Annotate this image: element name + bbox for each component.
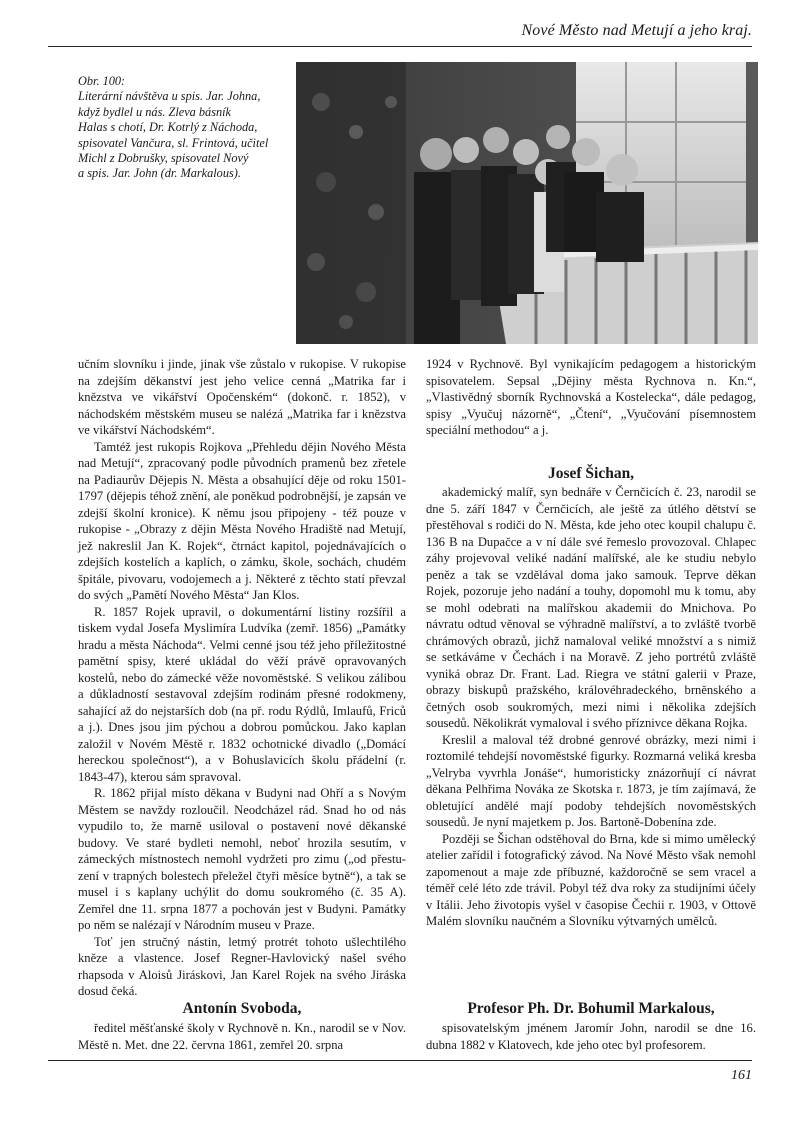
section-title-markalous: Profesor Ph. Dr. Bohumil Markalous, xyxy=(467,1000,715,1017)
section-title-svoboda: Antonín Svoboda, xyxy=(182,1000,302,1017)
paragraph: Tamtéž jest rukopis Rojkova „Přehledu dějin Nového Města nad Metují“, zpracovaný podle původních pramenů bez zřetele na Padiaurův Dějepis N. Města a obsahující děje od roku 1501-1797 (dějepis téhož znění, ale poněkud podrobnější, je zapsán ve zdejší školní kronice). K němu jsou připojeny - též pouze v rukopise - „Obrazy z dějin Města Nového Hradiště nad Metují, jež nakreslil Jan K. Rojek“, čtrnáct kapitol, pojednávajících o zdejších kostelích a kaplích, o zámku, škole, sochách, chudém špitále, pivovaru, vodojemech a j. Některé z těchto statí převzal do svých „Pamětí Nového Města“ Jan Klos. xyxy=(78,439,406,602)
caption-line: spisovatel Vančura, sl. Frintová, učitel xyxy=(78,135,269,150)
paragraph: učním slovníku i jinde, jinak vše zůstalo v rukopise. V rukopise na zdejším děkanství jest jeho velice cenná „Matrika far i knězstva ve vikářství Opočenském“ (dokonč. r. 1852), v náchodském městském museu se nalézá „Matrika far i knězstva ve vikářství Náchodském“. xyxy=(78,357,406,437)
caption-line: když bydlel u nás. Zleva básník xyxy=(78,104,231,119)
section-title-sichan: Josef Šichan, xyxy=(547,465,635,482)
paragraph: ředitel měšťanské školy v Rychnově n. Kn., narodil se v Nov. Městě n. Met. dne 22. června 1861, zemřel 20. srpna xyxy=(78,1021,406,1052)
footer-rule xyxy=(48,1060,752,1061)
stone-wall xyxy=(296,62,406,344)
caption-line: Obr. 100: xyxy=(78,74,126,88)
right-text-column xyxy=(426,356,756,439)
paragraph: Později se Šichan odstěhoval do Brna, kde si mimo umělecký atelier zařídil i fotografický závod. Na Nové Město však nemohl zapomenout a maje zde příbuzné, každoročně se sem vracel a téměř celé léto zde trávil. Pobyl též dva roky za studijními účely v Itálii. Jeho životopis vyšel v časopise Čechii r. 1903, v Ottově Malém slovníku naučném a Slovníku výtvarných umělců. xyxy=(426,831,756,928)
caption-line: a spis. Jar. John (dr. Markalous). xyxy=(78,166,241,181)
header-rule xyxy=(48,46,752,47)
paragraph: R. 1857 Rojek upravil, o dokumentární listiny rozšířil a tiskem vydal Josefa Myslimíra Ludvíka (zemř. 1856) „Památky hradu a města Náchoda“. Velmi cenné jsou též jeho příležitostné pamětní spisy, které ukládal do věží právě opravovaných kostelů, nebo do zámecké věže novoměstské. S velikou zálibou a důkladností sestavoval zdejším rodinám přesné rodokmeny, sahající až do nejstarších dob (na př. rodu Rýdlů, Imlaufů, Friců a j.). Dnes jsou jim pýchou a dobrou pomůckou. Jako kaplan založil v Novém Městě r. 1832 ochotnické divadlo („Domácí hereckou společnost“), a v Bohuslavicích školu přádelní (r. 1843-47), kterou sám spravoval. xyxy=(78,604,406,784)
page-header xyxy=(0,0,800,40)
caption-line: Michl z Dobrušky, spisovatel Nový xyxy=(78,151,249,166)
paragraph: Toť jen stručný nástin, letmý protrét tohoto ušlechtilého kněze a vlastence. Josef Regner-Havlovický našel svého rhapsoda v Aloisů Jiráskovi, Jan Karel Rojek na svého Jiráska dosud čeká. xyxy=(78,934,406,998)
sichan-biography xyxy=(426,484,756,930)
paragraph: akademický malíř, syn bednáře v Černčicích č. 23, narodil se dne 5. září 1847 v Černčicích, ale ještě za útlého dětství se přestěhoval s rodiči do N. Města, kde jeho otec koupil chalupu č. 136 B na Dupačce a v ní dále své řemeslo provozoval. Chlapec záhy projevoval veliké nadání malířské, ale ke studiu nebylo peněz a tak se vzdělával doma jako samouk. Teprve děkan Rojek, pozoruje jeho nadání a touhy, dopomohl mu k tomu, aby se mohl odebrati na malířskou akademii do Mnichova. Po návratu odtud věnoval se výhradně malířství, a to zvláště tvorbě chrámových obrazů, jichž namaloval veliké množství a s nimiž se setkáváme v Čechách i na Moravě. Z jeho portrétů zvláště vyniká obraz Dr. Frant. Lad. Riegra ve státní galerii v Praze, obrazy biskupů pražského, královéhradeckého, brněnského a četných osob soukromých, mezi nimi i několika zdejších sousedů. Několikrát vymaloval i svého příznivce děkana Rojka. xyxy=(426,485,756,730)
markalous-biography xyxy=(426,1020,756,1053)
paragraph: spisovatelským jménem Jaromír John, narodil se dne 16. dubna 1882 v Klatovech, kde jeho otec byl profesorem. xyxy=(426,1021,756,1052)
figure-caption xyxy=(78,74,283,182)
svoboda-biography xyxy=(78,1020,406,1053)
caption-line: Halas s chotí, Dr. Kotrlý z Náchoda, xyxy=(78,120,258,135)
paragraph: 1924 v Rychnově. Byl vynikajícím pedagogem a historickým spisovatelem. Sepsal „Dějiny města Rychnova n. Kn.“, „Vlastivědný sborník Rychnovská a Kostelecka“, dále pedagog, spisy „Vyučuj názorně“, „Čtení“, „Vyučování písemnostem speciální methodou“ a j. xyxy=(426,357,756,437)
running-title: Nové Město nad Metují a jeho kraj. xyxy=(521,22,752,39)
left-text-column xyxy=(78,356,406,1000)
group-photograph xyxy=(296,62,758,344)
paragraph: R. 1862 přijal místo děkana v Budyni nad Ohří a s Novým Městem se navždy rozloučil. Neodcházel rád. Snad ho od nás vypudilo to, že marně usiloval o postavení nové děkanské budovy. Ve staré bydleti nemohl, neboť hrozila sesutím, v zámeckých místnostech nemohl vydržeti pro zimu („od přestuzení v trapných bolestech přeležel čtyři měsíce bytně“), a tak se musel i s kaplany uchýlit do domu soukromého (č. 35 A). Zemřel dne 11. srpna 1877 a pochován jest v Budyni. Památky po něm se nalézají v Národním museu v Praze. xyxy=(78,786,406,932)
caption-line: Literární návštěva u spis. Jar. Johna, xyxy=(78,89,261,104)
page-number: 161 xyxy=(731,1068,752,1083)
paragraph: Kreslil a maloval též drobné genrové obrázky, mezi nimi i roztomilé tehdejší novoměstské figurky. Rozmarná veliká kresba „Velryba vyvrhla Jonáše“, humoristicky znázorňují cí návrat děkana Pelhřima Nováka ze Skotska r. 1873, je tím zajímavá, že obletující andělé mají podoby tehdejších novoměstských sousedů. Je nyní majetkem p. Jos. Bartoně-Dobenína zde. xyxy=(426,732,756,829)
